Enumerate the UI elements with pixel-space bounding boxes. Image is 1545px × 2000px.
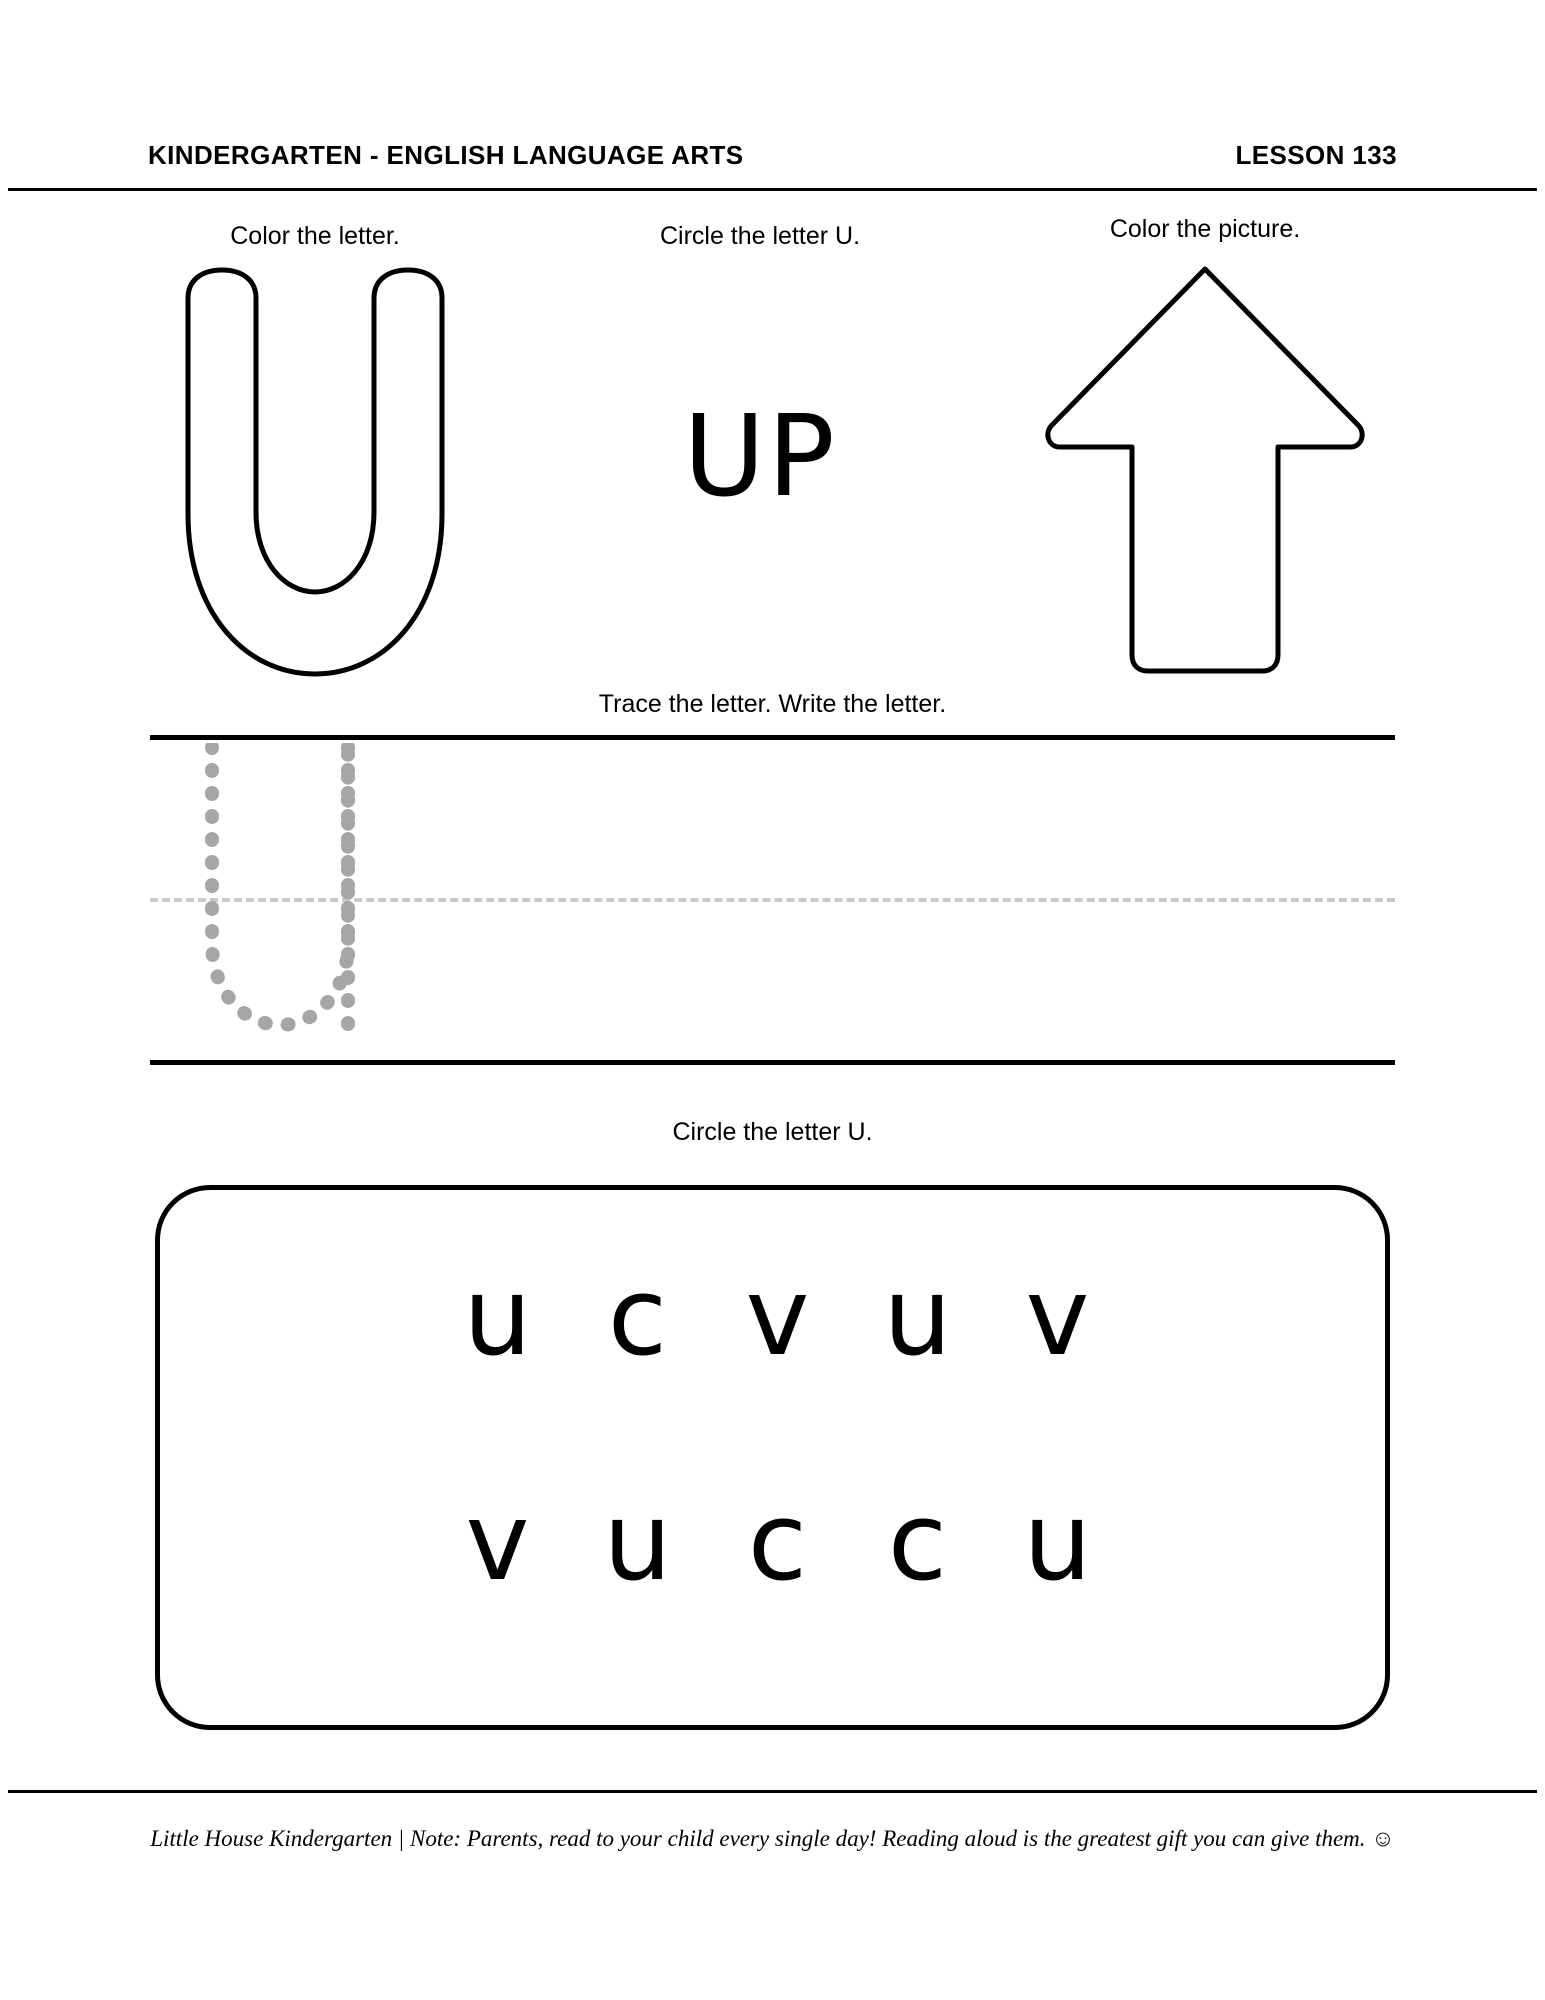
tracing-practice-area[interactable] [150, 735, 1395, 1065]
letter-cell[interactable]: v [745, 1255, 810, 1380]
up-arrow-icon [1040, 255, 1370, 685]
letter-row-1 [160, 1255, 1395, 1380]
trace-line-bottom [150, 1060, 1395, 1065]
header-divider [8, 188, 1537, 191]
letter-u-outline-icon [150, 262, 480, 682]
caption-color-picture: Color the picture. [1109, 215, 1301, 243]
letter-cell[interactable]: v [465, 1480, 530, 1605]
header-lesson-number: LESSON 133 [1235, 140, 1397, 170]
footer-note: Little House Kindergarten | Note: Parents, read to your child every single day! Reading aloud is the greatest gift you can give them. ☺ [150, 1826, 1395, 1851]
caption-color-letter: Color the letter. [230, 222, 400, 250]
dotted-letter-u-trace-icon [170, 743, 390, 1055]
caption-circle-word: Circle the letter U. [659, 222, 861, 250]
letter-cell[interactable]: v [1025, 1255, 1090, 1380]
color-picture-arrow [1040, 255, 1370, 685]
trace-line-top [150, 735, 1395, 740]
footer-divider [8, 1790, 1537, 1793]
caption-trace-write: Trace the letter. Write the letter. [598, 690, 947, 718]
letter-search-box [155, 1185, 1390, 1730]
letter-cell[interactable]: u [1023, 1480, 1092, 1605]
header-title: KINDERGARTEN - ENGLISH LANGUAGE ARTS [148, 140, 744, 170]
letter-cell[interactable]: u [883, 1255, 952, 1380]
letter-cell[interactable]: u [603, 1480, 672, 1605]
letter-cell[interactable]: c [607, 1255, 668, 1380]
letter-cell[interactable]: c [887, 1480, 948, 1605]
caption-circle-letters: Circle the letter U. [672, 1118, 873, 1146]
circle-word-block [560, 262, 960, 682]
letter-cell[interactable]: c [747, 1480, 808, 1605]
color-letter-outline [150, 262, 480, 682]
letter-cell[interactable]: u [463, 1255, 532, 1380]
word-up[interactable]: UP [683, 392, 837, 522]
page-header [148, 140, 1397, 171]
letter-row-2 [160, 1480, 1395, 1605]
